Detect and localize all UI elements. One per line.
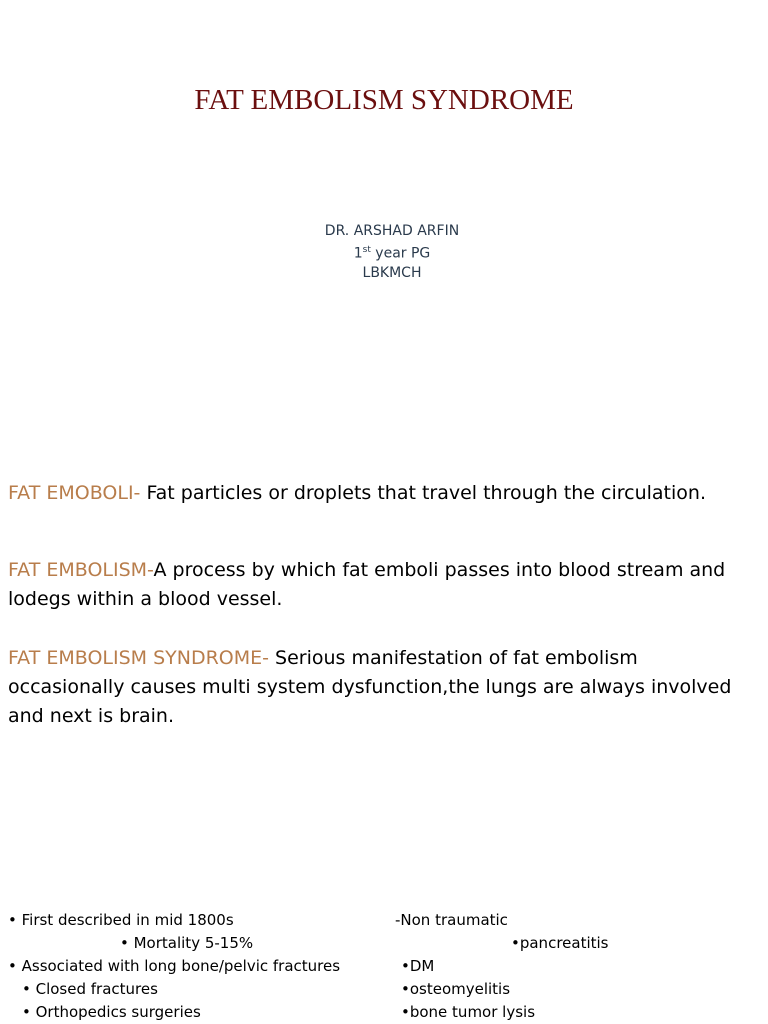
author-block — [0, 222, 768, 283]
author-year-suffix: st — [362, 245, 371, 255]
definition-fat-embolism — [8, 556, 760, 614]
left-bullet-item: • First described in mid 1800s — [8, 911, 234, 929]
right-bullet-item: -Non traumatic — [395, 911, 508, 929]
definition-term: FAT EMOBOLI- — [8, 482, 141, 504]
definition-term: FAT EMBOLISM SYNDROME- — [8, 647, 270, 669]
left-bullet-item: • Mortality 5-15% — [120, 934, 254, 952]
definition-term: FAT EMBOLISM- — [8, 559, 154, 581]
definition-fat-emboli — [8, 479, 760, 508]
author-institution: LBKMCH — [362, 264, 422, 281]
left-bullet-item: • Orthopedics surgeries — [22, 1003, 201, 1021]
definition-text: A process by which fat emboli passes into blood stream and lodegs within a blood vessel. — [8, 559, 726, 610]
right-bullet-item: •osteomyelitis — [401, 980, 511, 998]
author-name: DR. ARSHAD ARFIN — [324, 223, 460, 239]
author-year-text: year PG — [370, 245, 431, 262]
left-bullet-item: • Associated with long bone/pelvic fractures — [8, 957, 341, 975]
left-bullet-item: • Closed fractures — [22, 980, 158, 998]
page-title: FAT EMBOLISM SYNDROME — [194, 84, 574, 116]
definition-text: Fat particles or droplets that travel through the circulation. — [140, 482, 706, 504]
right-bullet-item: •pancreatitis — [511, 934, 609, 952]
author-year — [0, 241, 768, 264]
right-bullet-item: •DM — [401, 957, 435, 975]
definition-text: Serious manifestation of fat embolism occasionally causes multi system dysfunction,the lungs are always involved and next is brain. — [8, 647, 732, 727]
right-bullet-item: •bone tumor lysis — [401, 1003, 536, 1021]
definition-fat-embolism-syndrome — [8, 644, 760, 731]
author-year-number: 1 — [353, 245, 363, 262]
